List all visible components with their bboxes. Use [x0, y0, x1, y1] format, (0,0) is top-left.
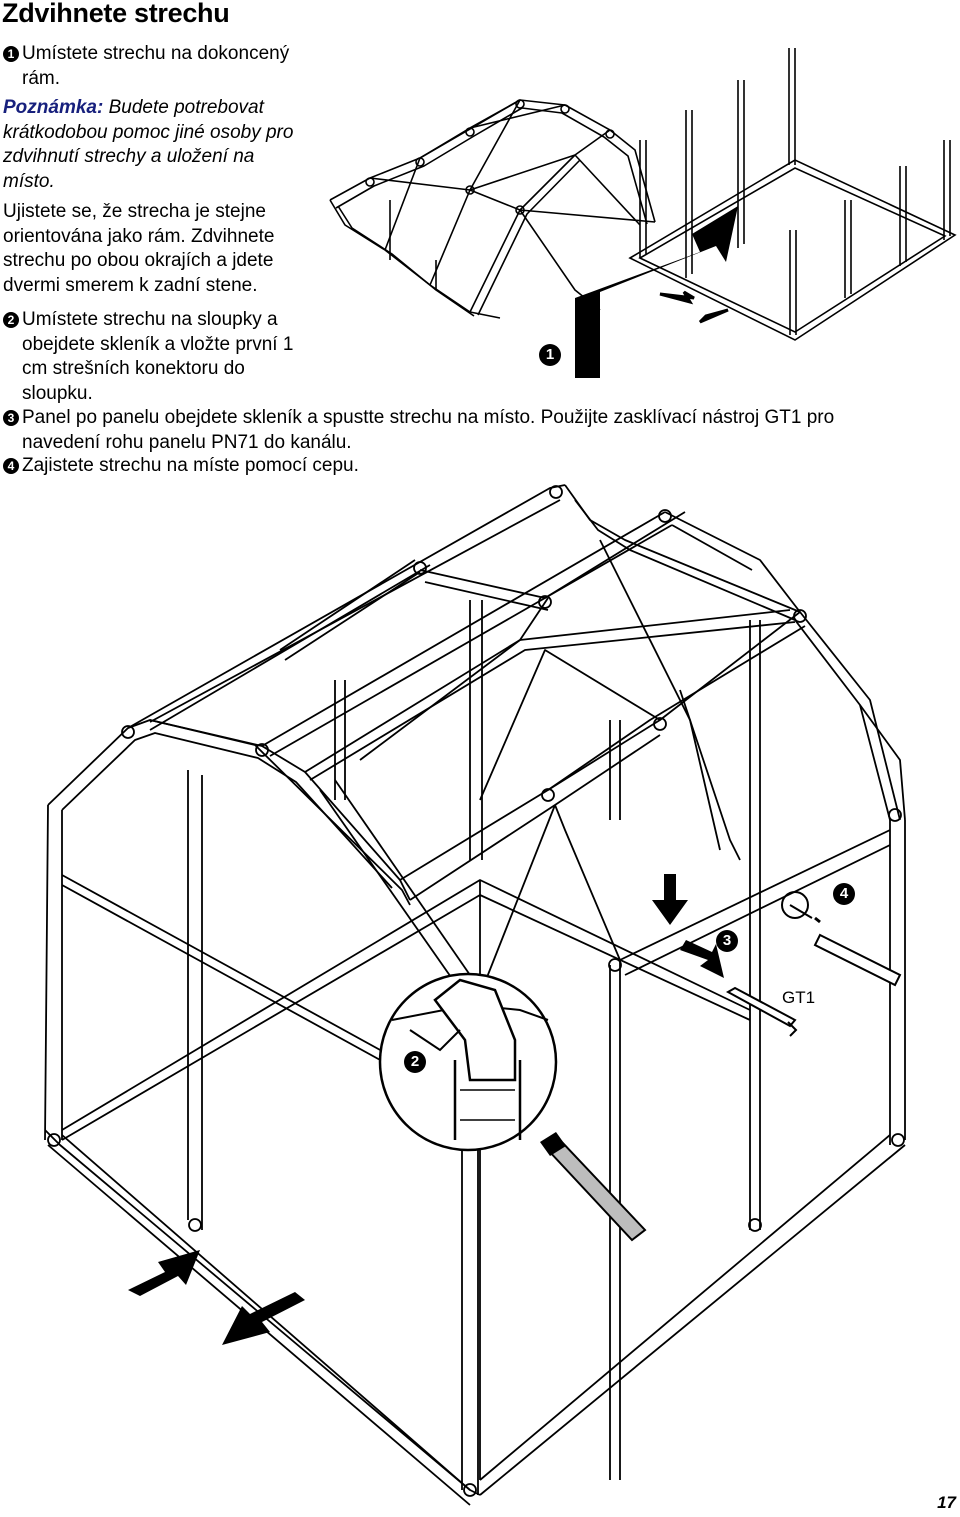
- orientation-line-2: orientována jako rám. Zdvihnete: [3, 225, 275, 247]
- small-arrow-in-icon: [660, 292, 694, 302]
- gt1-label: GT1: [782, 988, 816, 1007]
- step-3-line-1: Panel po panelu obejdete skleník a spustte strechu na místo. Použijte zasklívací nástroj GT1 pro: [22, 407, 835, 428]
- step-3-number: 3: [3, 410, 19, 426]
- step-2-line-2: obejdete skleník a vložte první 1: [22, 333, 294, 355]
- note-line-4: místo.: [3, 170, 55, 192]
- step-1-line-1: Umístete strechu na dokoncený: [22, 43, 290, 64]
- note-line-3: zdvihnutí strechy a uložení na: [3, 146, 255, 167]
- pin-detail-icon: [782, 892, 900, 985]
- step-2-line-1: Umístete strechu na sloupky a: [22, 309, 278, 330]
- step-2-number: 2: [3, 312, 19, 328]
- down-arrow-icon: [652, 874, 688, 925]
- small-arrow-out-icon: [700, 310, 728, 322]
- page-title: Zdvihnete strechu: [2, 0, 230, 28]
- orientation-line-4: dvermi smerem k zadní stene.: [3, 274, 258, 296]
- note-line-1: Budete potrebovat: [108, 97, 264, 118]
- marker-1: 1: [539, 344, 561, 366]
- note-line-2: krátkodobou pomoc jiné osoby pro: [3, 121, 294, 143]
- rear-out-arrow-icon: [222, 1292, 305, 1345]
- marker-4: 4: [833, 883, 855, 905]
- page-number: 17: [937, 1493, 956, 1512]
- orientation-line-3: strechu po obou okrajích a jdete: [3, 250, 274, 271]
- step-4-number: 4: [3, 458, 19, 474]
- step-4-line-1: Zajistete strechu na míste pomocí cepu.: [22, 455, 359, 476]
- glazing-tool-icon: [540, 1132, 645, 1240]
- note-label: Poznámka:: [3, 97, 104, 118]
- lift-arrow-icon: [575, 206, 738, 378]
- step-1-line-2: rám.: [22, 67, 60, 89]
- marker-2: 2: [404, 1051, 426, 1073]
- marker-3: 3: [716, 930, 738, 952]
- orientation-line-1: Ujistete se, že strecha je stejne: [3, 201, 266, 222]
- step-3-line-2: navedení rohu panelu PN71 do kanálu.: [22, 431, 352, 453]
- step-2-line-3: cm strešních konektoru do: [22, 358, 245, 379]
- step-1-number: 1: [3, 46, 19, 62]
- step-2-line-4: sloupku.: [22, 382, 93, 404]
- rear-in-arrow-icon: [128, 1250, 200, 1296]
- roof-frame-drawing: [330, 100, 655, 318]
